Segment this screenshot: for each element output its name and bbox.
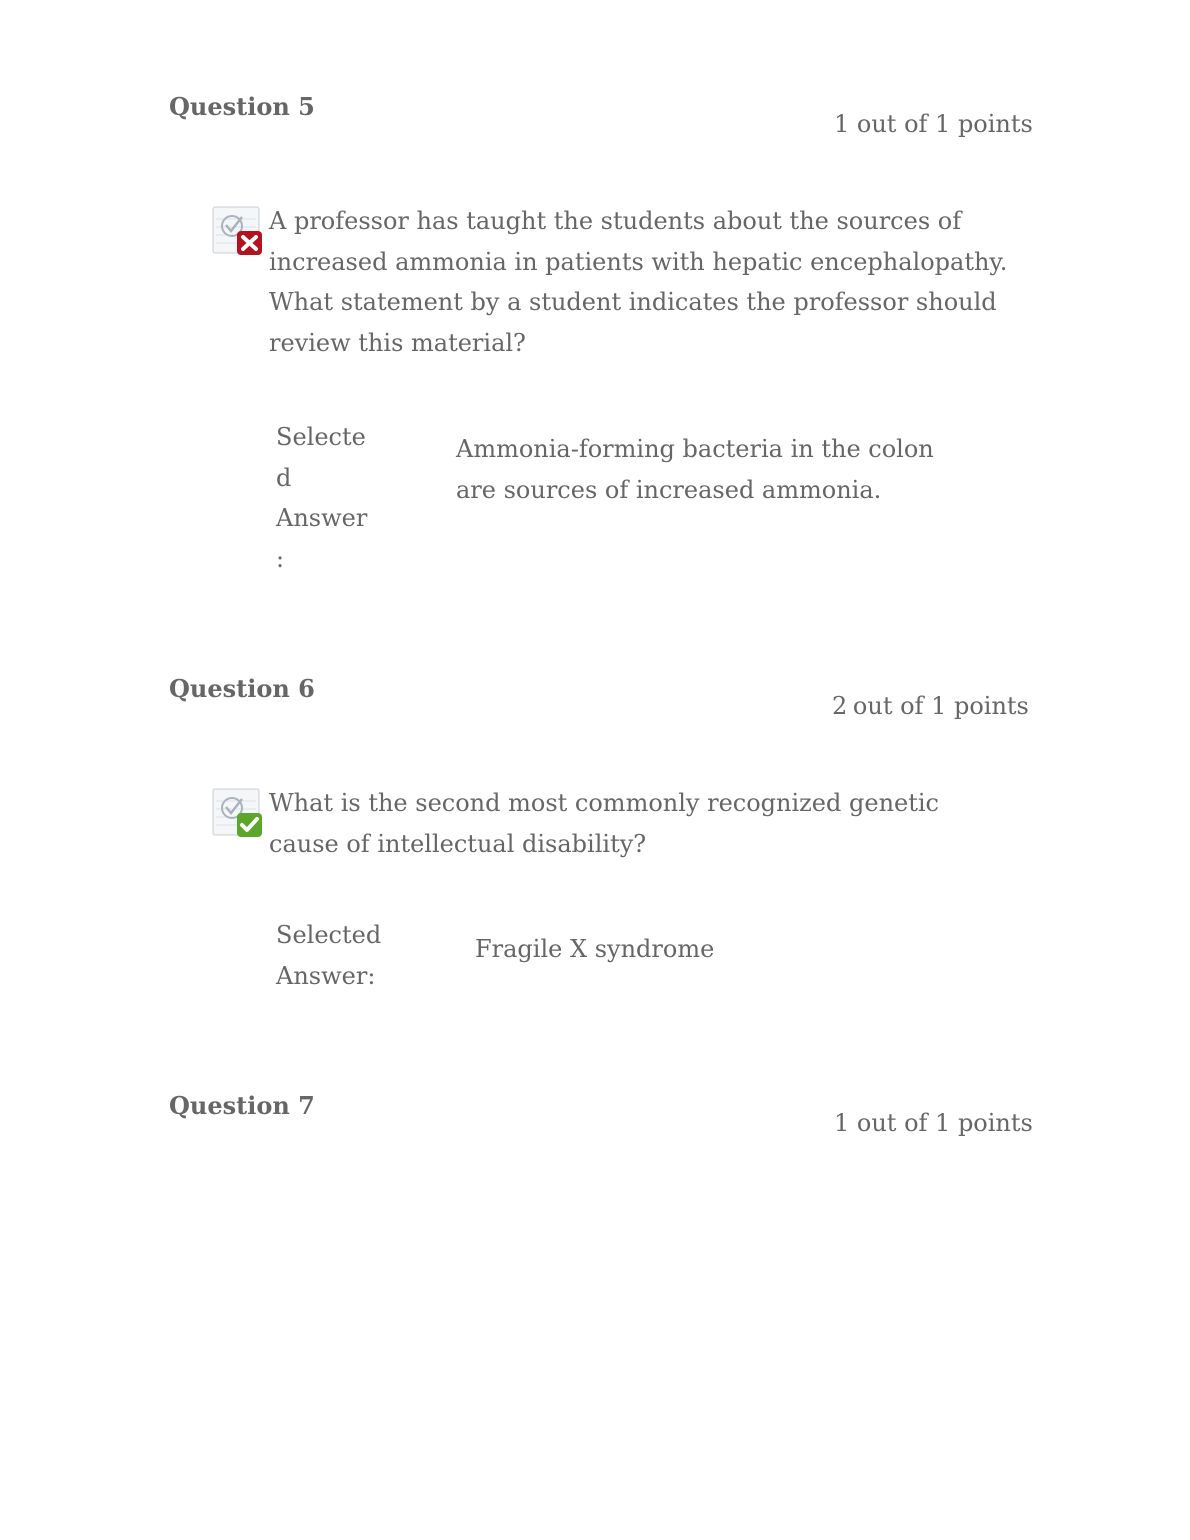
label-line: Selected: [276, 921, 382, 949]
correct-check-icon: [212, 787, 264, 839]
question-title: Question 5: [169, 92, 315, 121]
selected-answer-label: [276, 417, 367, 579]
points-rest: out of 1 points: [852, 692, 1029, 720]
label-line: d: [276, 463, 292, 492]
selected-answer-label: [276, 915, 381, 996]
question-points: 1 out of 1 points: [834, 110, 1033, 138]
label-line: Answer:: [276, 961, 376, 990]
label-line: :: [276, 544, 285, 573]
question-title: Question 7: [169, 1091, 315, 1120]
selected-answer-value: Ammonia-forming bacteria in the colon are sources of increased ammonia.: [456, 435, 934, 504]
question-text: A professor has taught the students about the sources of increased ammonia in patients with hepatic encephalopathy. What statement by a student indicates the professor should review this material?: [269, 207, 1008, 357]
question-text: What is the second most commonly recognized genetic cause of intellectual disability?: [269, 789, 939, 858]
selected-answer-value: Fragile X syndrome: [475, 935, 715, 963]
question-points: 1 out of 1 points: [834, 1109, 1033, 1137]
label-line: Selecte: [276, 423, 366, 451]
question-title: Question 6: [169, 674, 315, 703]
incorrect-x-icon: [212, 205, 264, 257]
label-line: Answer: [276, 504, 368, 532]
points-score: 2: [832, 692, 848, 720]
question-points: [832, 692, 1029, 720]
